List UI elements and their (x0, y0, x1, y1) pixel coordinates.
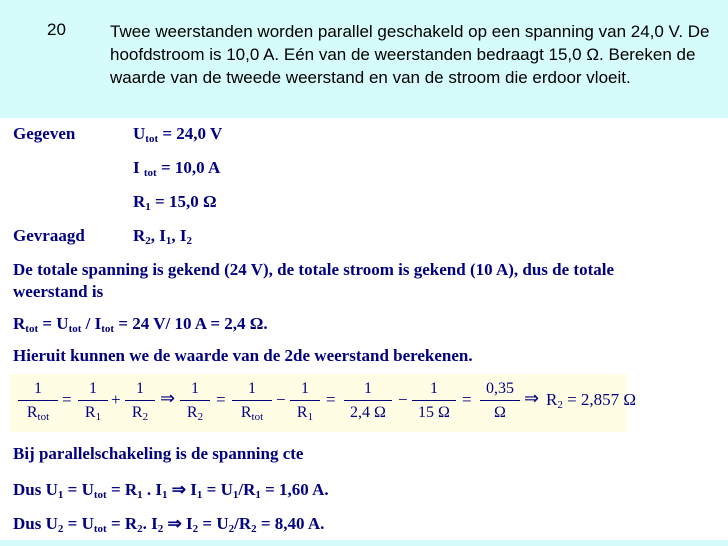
bottom-strip (0, 540, 728, 546)
implies-2: ⇒ (524, 388, 540, 408)
u1-r: R (124, 480, 138, 499)
u1-i: I (155, 480, 163, 499)
fraction-0-35-over-ohm (480, 378, 520, 423)
u1-eq2: = (106, 480, 125, 499)
eq-3: = (326, 390, 336, 409)
u1-rest-sub: 1 (232, 489, 239, 501)
fraction-1-over-rtot-b (232, 378, 272, 423)
rtot-r-sub: tot (25, 323, 39, 335)
rtot-u-sub: tot (68, 323, 82, 335)
f6-den-sub: 1 (307, 411, 314, 423)
u2-i-sub: 2 (157, 523, 164, 535)
formula-box (10, 374, 637, 432)
u1-ut: U (81, 480, 94, 499)
f3-den-sym: R (131, 404, 143, 421)
question-number: 20 (47, 20, 66, 39)
u2-ut: U (81, 514, 94, 533)
u1-rest: = U (202, 480, 233, 499)
u2-rest: = U (198, 514, 229, 533)
fraction-1-over-r1-b (290, 378, 320, 423)
f2-num: 1 (89, 380, 97, 397)
eq-4: = (462, 390, 472, 409)
asked-sep-2: , (171, 226, 180, 245)
f4-num: 1 (191, 380, 199, 397)
rtot-eq: = (38, 314, 57, 333)
rtot-i: I (94, 314, 102, 333)
f1-num: 1 (34, 380, 42, 397)
f2-den-sub: 1 (95, 411, 102, 423)
given-i-value: = 10,0 A (156, 158, 221, 177)
f7-den: 2,4 Ω (350, 404, 386, 421)
implies-1: ⇒ (160, 388, 176, 408)
rtot-line (13, 314, 268, 335)
u1-i2: I (190, 480, 197, 499)
solution-area (0, 118, 728, 546)
plus-1: + (111, 390, 121, 409)
rtot-i-sub: tot (101, 323, 115, 335)
asked-i1: I (159, 226, 166, 245)
f4-den-sym: R (186, 404, 198, 421)
u1-i-sub: 1 (162, 489, 168, 501)
fraction-1-over-r1 (78, 378, 108, 423)
rtot-u: U (56, 314, 69, 333)
u2-rest2: /R (234, 514, 252, 533)
f4-den-sub: 2 (197, 411, 204, 423)
u1-u: U (45, 480, 58, 499)
u1-implies: ⇒ (167, 480, 191, 499)
f7-num: 1 (364, 380, 372, 397)
u2-dus: Dus (13, 514, 46, 533)
f6-num: 1 (301, 380, 309, 397)
f1-den-sym: R (26, 404, 38, 421)
given-r-value: = 15,0 Ω (150, 192, 217, 211)
u2-implies: ⇒ (163, 514, 187, 533)
f3-den (125, 401, 155, 423)
rtot-slash: / (81, 314, 95, 333)
eq-1: = (62, 390, 72, 409)
fraction-1-over-r2-b (180, 378, 210, 423)
u1-rest2-sub: 1 (255, 489, 261, 501)
u1-dot: . (142, 480, 156, 499)
rtot-r: R (13, 314, 26, 333)
asked-r2: R (133, 226, 146, 245)
f1-den (18, 401, 58, 423)
u2-u: U (45, 514, 58, 533)
u1-ut-sub: tot (93, 489, 107, 501)
given-i-sub: tot (143, 167, 157, 179)
fraction-1-over-2-4-ohm (344, 378, 392, 423)
u2-value: = 8,40 A. (256, 514, 325, 533)
given-label: Gegeven (13, 124, 76, 143)
u2-i2: I (186, 514, 193, 533)
u2-line (13, 514, 324, 535)
f8-num: 1 (430, 380, 438, 397)
asked-i2-sub: 2 (186, 235, 193, 247)
u1-r-sub: 1 (137, 489, 143, 501)
u2-u-sub: 2 (57, 523, 64, 535)
result-sub: 2 (557, 399, 563, 411)
asked-i1-sub: 1 (165, 235, 172, 247)
u2-eq2: = (106, 514, 125, 533)
u2-i2-sub: 2 (192, 523, 199, 535)
minus-2: − (398, 390, 408, 409)
asked-label: Gevraagd (13, 226, 85, 245)
asked-sep-1: , (150, 226, 160, 245)
u2-r-sub: 2 (137, 523, 143, 535)
u1-rest2: /R (238, 480, 256, 499)
f9-num: 0,35 (486, 380, 514, 397)
f9-den: Ω (494, 404, 506, 421)
u2-i: I (151, 514, 158, 533)
given-r-sub: 1 (145, 201, 151, 213)
f8-den: 15 Ω (418, 404, 450, 421)
explanation-line-2: weerstand is (13, 282, 104, 301)
f3-den-sub: 2 (142, 411, 149, 423)
f5-den (232, 401, 272, 423)
result-r: R (546, 390, 558, 409)
u1-value: = 1,60 A. (260, 480, 329, 499)
fraction-1-over-r2 (125, 378, 155, 423)
u1-eq1: = (63, 480, 82, 499)
f6-den-sym: R (296, 404, 308, 421)
fraction-1-over-15-ohm (412, 378, 456, 423)
f5-num: 1 (248, 380, 256, 397)
asked-line (133, 226, 192, 247)
explanation-line-4: Bij parallelschakeling is de spanning cte (13, 444, 304, 463)
given-i-line (133, 158, 220, 179)
u2-rest2-sub: 2 (251, 523, 257, 535)
rtot-rest: = 24 V/ 10 A = 2,4 Ω. (114, 314, 268, 333)
given-u-symbol: U (133, 124, 146, 143)
f3-num: 1 (136, 380, 144, 397)
u2-ut-sub: tot (93, 523, 107, 535)
given-u-sub: tot (145, 133, 159, 145)
question-banner (0, 0, 728, 118)
f5-den-sym: R (240, 404, 252, 421)
f1-den-sub: tot (37, 411, 50, 423)
u1-i2-sub: 1 (196, 489, 203, 501)
minus-1: − (276, 390, 286, 409)
fraction-1-over-rtot (18, 378, 58, 423)
u2-eq1: = (63, 514, 82, 533)
u1-dus: Dus (13, 480, 46, 499)
f2-den (78, 401, 108, 423)
given-u-value: = 24,0 V (158, 124, 223, 143)
given-r-line (133, 192, 217, 213)
given-i-symbol: I (133, 158, 140, 177)
u2-dot: . (142, 514, 152, 533)
u1-u-sub: 1 (57, 489, 64, 501)
f5-den-sub: tot (251, 411, 264, 423)
eq-2: = (216, 390, 226, 409)
result-value: = 2,857 Ω (562, 390, 637, 409)
given-r-symbol: R (133, 192, 146, 211)
f2-den-sym: R (84, 404, 96, 421)
formula-result (546, 390, 636, 411)
u1-line (13, 480, 329, 501)
u2-r: R (124, 514, 138, 533)
asked-i2: I (179, 226, 187, 245)
u2-rest-sub: 2 (228, 523, 235, 535)
given-u-line (133, 124, 222, 145)
f6-den (290, 401, 320, 423)
explanation-line-3: Hieruit kunnen we de waarde van de 2de weerstand berekenen. (13, 346, 473, 365)
explanation-line-1: De totale spanning is gekend (24 V), de totale stroom is gekend (10 A), dus de totale (13, 260, 614, 279)
f4-den (180, 401, 210, 423)
asked-r2-sub: 2 (145, 235, 151, 247)
question-text: Twee weerstanden worden parallel geschakeld op een spanning van 24,0 V. De hoofdstroom is 10,0 A. Eén van de weerstanden bedraagt 15,0 Ω. Bereken de waarde van de tweede weerstand en van de stroom die erdoor vloeit. (110, 22, 710, 87)
